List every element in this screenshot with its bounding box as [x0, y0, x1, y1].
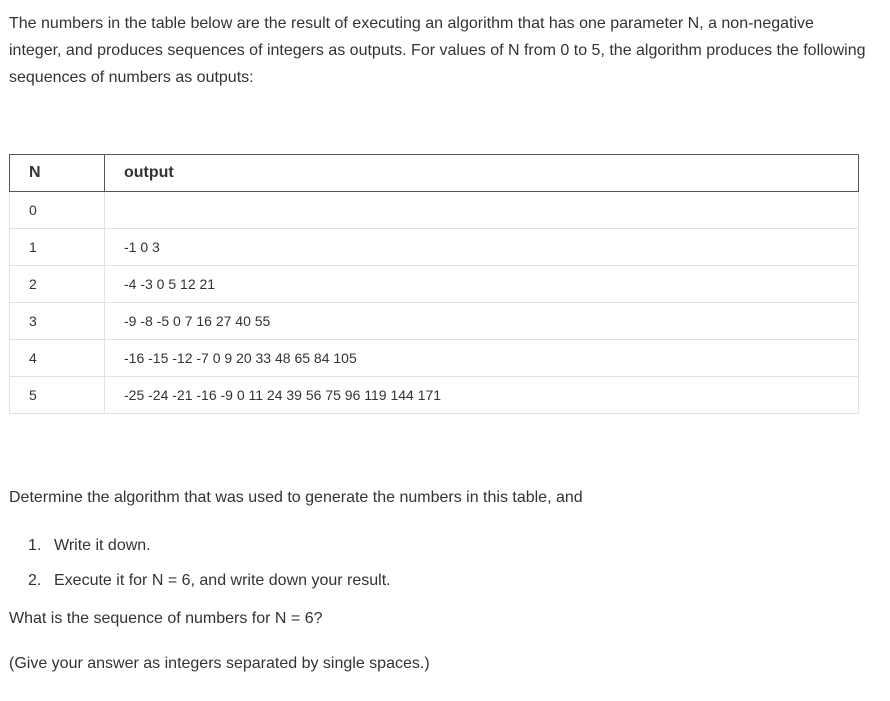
- cell-output: [105, 192, 859, 229]
- cell-output: -9 -8 -5 0 7 16 27 40 55: [105, 303, 859, 340]
- cell-output: -25 -24 -21 -16 -9 0 11 24 39 56 75 96 119 144 171: [105, 377, 859, 414]
- steps-list: [28, 535, 391, 605]
- cell-n: 2: [10, 266, 105, 303]
- cell-n: 1: [10, 229, 105, 266]
- list-item: [28, 535, 391, 570]
- list-item-text: Write it down.: [54, 537, 151, 554]
- table-row: [10, 340, 859, 377]
- intro-paragraph: The numbers in the table below are the result of executing an algorithm that has one parameter N, a non-negative integer, and produces sequences of integers as outputs. For values of N from 0 to 5, the algorithm produces the following sequences of numbers as outputs:: [9, 15, 866, 86]
- table-row: [10, 377, 859, 414]
- cell-n: 0: [10, 192, 105, 229]
- column-header-n: N: [10, 155, 105, 192]
- table-row: [10, 266, 859, 303]
- table-row: [10, 229, 859, 266]
- column-header-output: output: [105, 155, 859, 192]
- cell-n: 5: [10, 377, 105, 414]
- cell-output: -1 0 3: [105, 229, 859, 266]
- list-item: [28, 570, 391, 605]
- cell-output: -4 -3 0 5 12 21: [105, 266, 859, 303]
- table-row: [10, 303, 859, 340]
- cell-output: -16 -15 -12 -7 0 9 20 33 48 65 84 105: [105, 340, 859, 377]
- sequence-table: [9, 154, 859, 414]
- table-header-row: [10, 155, 859, 192]
- question-paragraph: Determine the algorithm that was used to generate the numbers in this table, and: [9, 489, 583, 506]
- hint-paragraph: (Give your answer as integers separated by single spaces.): [9, 655, 430, 672]
- list-item-number: 1.: [28, 537, 42, 554]
- list-item-text: Execute it for N = 6, and write down your result.: [54, 572, 391, 589]
- list-item-number: 2.: [28, 572, 42, 589]
- cell-n: 3: [10, 303, 105, 340]
- table-row: [10, 192, 859, 229]
- ask-paragraph: What is the sequence of numbers for N = 6?: [9, 610, 323, 627]
- cell-n: 4: [10, 340, 105, 377]
